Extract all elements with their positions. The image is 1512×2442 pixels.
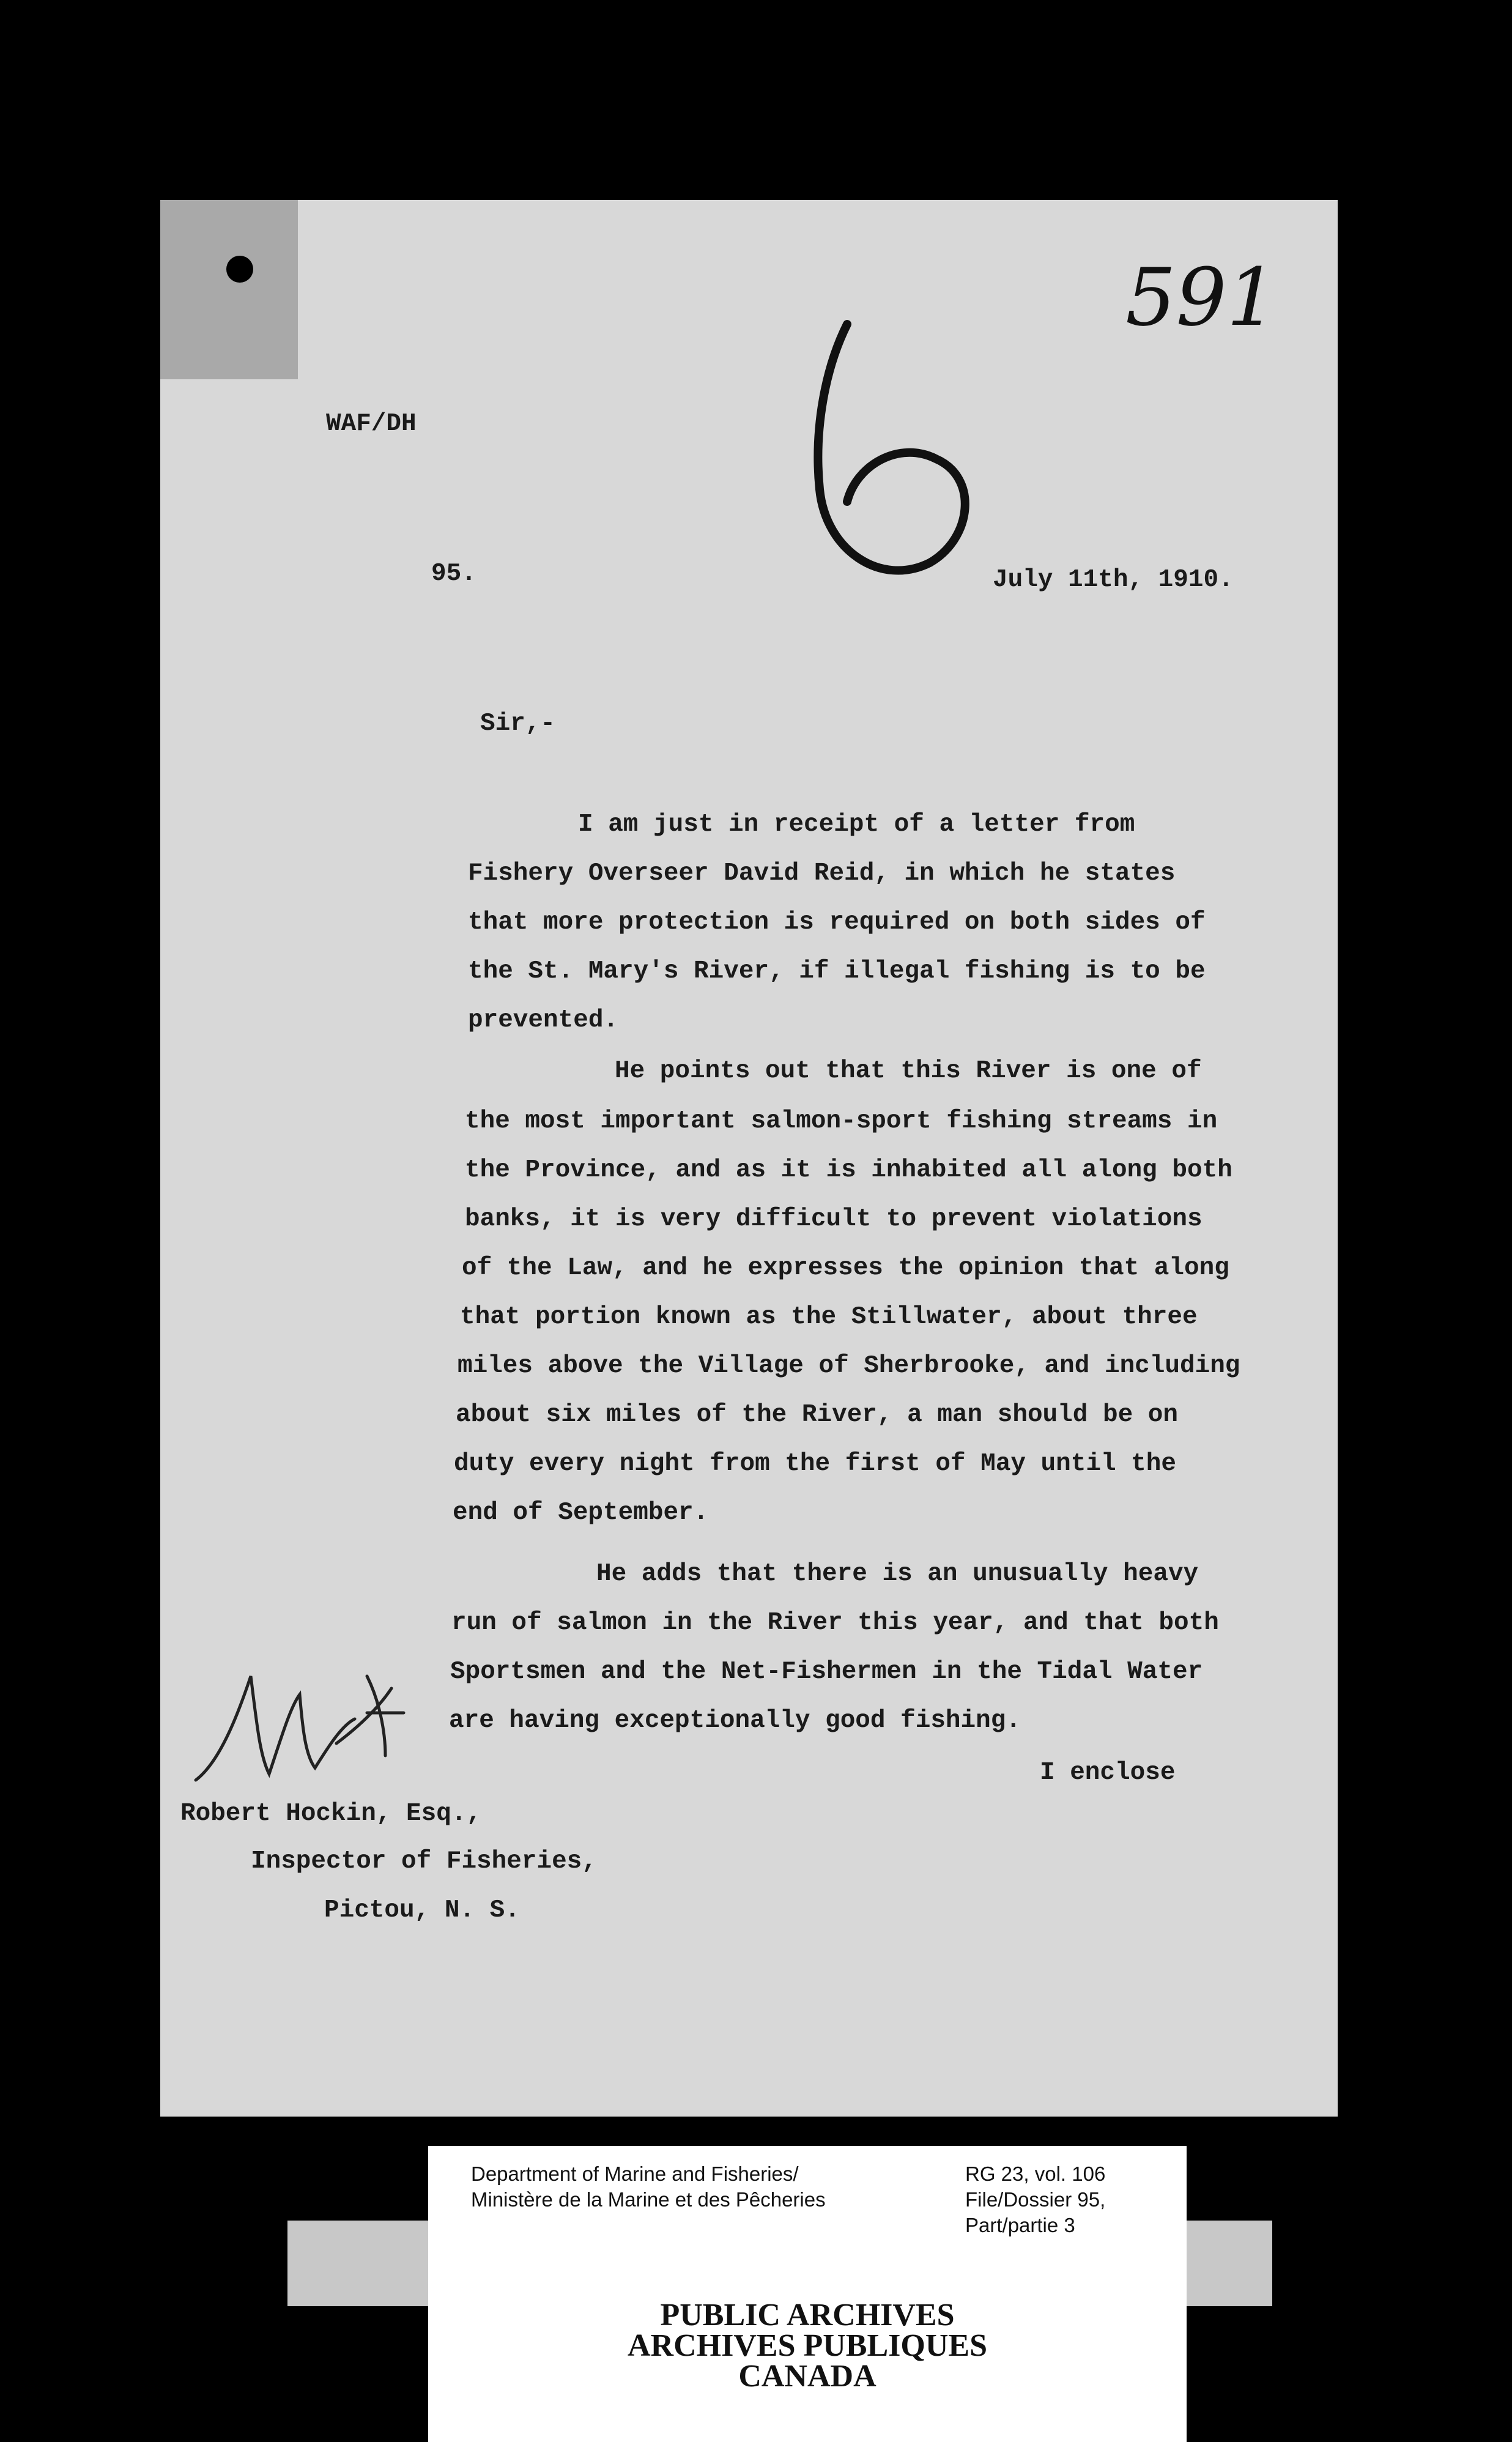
- record-group: RG 23, vol. 106: [965, 2162, 1106, 2185]
- letter-date: July 11th, 1910.: [993, 566, 1234, 594]
- paragraph-2-line-2: the most important salmon-sport fishing streams in: [465, 1107, 1218, 1135]
- department-english: Department of Marine and Fisheries/: [471, 2162, 799, 2185]
- signature-initials: [183, 1652, 428, 1792]
- paragraph-2-line-10: end of September.: [453, 1499, 709, 1527]
- recipient-location: Pictou, N. S.: [324, 1896, 520, 1924]
- paragraph-1-line-4: the St. Mary's River, if illegal fishing is to be: [468, 957, 1206, 985]
- paragraph-2-line-6: that portion known as the Stillwater, about three: [460, 1303, 1198, 1331]
- file-dossier: File/Dossier 95,: [965, 2188, 1106, 2211]
- paragraph-2-line-9: duty every night from the first of May until the: [454, 1450, 1176, 1478]
- continuation-text: I enclose: [1040, 1759, 1176, 1787]
- paragraph-2-line-5: of the Law, and he expresses the opinion that along: [462, 1254, 1229, 1282]
- paragraph-2-line-7: miles above the Village of Sherbrooke, and including: [458, 1352, 1240, 1380]
- paragraph-3-line-3: Sportsmen and the Net-Fishermen in the Tidal Water: [450, 1658, 1203, 1686]
- paragraph-1-line-5: prevented.: [468, 1006, 619, 1034]
- paragraph-3-line-2: run of salmon in the River this year, and that both: [451, 1609, 1219, 1637]
- paragraph-2-line-4: banks, it is very difficult to prevent violations: [465, 1205, 1203, 1233]
- punch-hole: [226, 256, 253, 283]
- paragraph-1-line-2: Fishery Overseer David Reid, in which he states: [468, 859, 1176, 888]
- handwritten-six: [789, 318, 997, 599]
- department-french: Ministère de la Marine et des Pêcheries: [471, 2188, 826, 2211]
- paragraph-1-line-3: that more protection is required on both sides of: [468, 908, 1206, 937]
- recipient-title: Inspector of Fisheries,: [251, 1847, 597, 1876]
- salutation: Sir,-: [480, 710, 556, 738]
- paragraph-2-line-1: He points out that this River is one of: [615, 1057, 1202, 1085]
- page-tab-shadow: [160, 200, 298, 379]
- label-side-right: [1187, 2221, 1272, 2306]
- label-side-left: [287, 2221, 428, 2306]
- paragraph-3-line-1: He adds that there is an unusually heavy: [596, 1560, 1199, 1588]
- file-number: 95.: [431, 560, 476, 588]
- part-partie: Part/partie 3: [965, 2214, 1075, 2236]
- stamp-line-2: ARCHIVES PUBLIQUES: [627, 2328, 988, 2363]
- paragraph-2-line-8: about six miles of the River, a man should be on: [456, 1401, 1178, 1429]
- recipient-name: Robert Hockin, Esq.,: [180, 1800, 482, 1828]
- page-number: 591: [1125, 251, 1278, 344]
- stamp-line-3: CANADA: [738, 2359, 876, 2394]
- reference-initials: WAF/DH: [326, 410, 417, 438]
- paragraph-2-line-3: the Province, and as it is inhabited all along both: [465, 1156, 1232, 1184]
- stamp-line-1: PUBLIC ARCHIVES: [660, 2298, 955, 2333]
- paragraph-1-line-1: I am just in receipt of a letter from: [578, 811, 1135, 839]
- paragraph-3-line-4: are having exceptionally good fishing.: [449, 1707, 1021, 1735]
